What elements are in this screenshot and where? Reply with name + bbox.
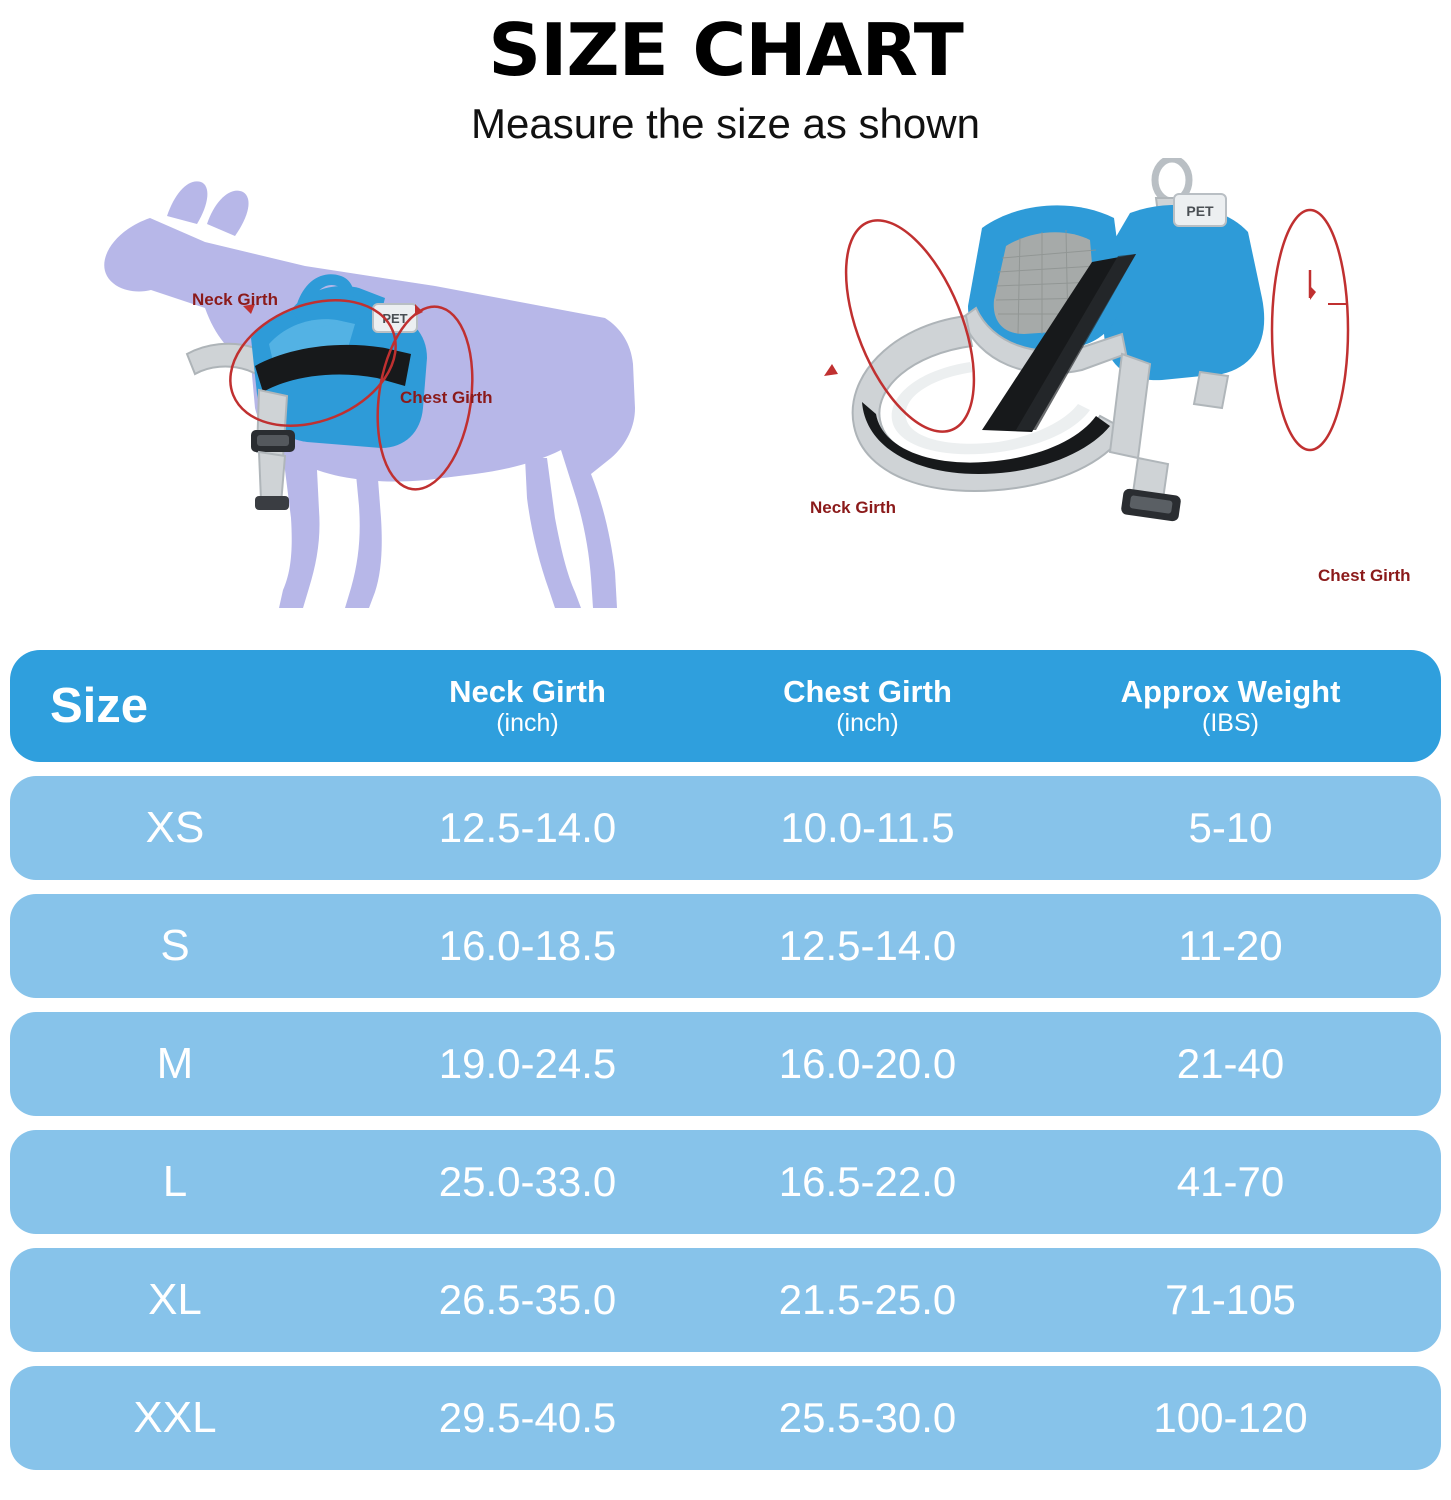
table-row [10,1248,1441,1352]
cell-chest: 16.5-22.0 [778,1158,957,1205]
header-chest-girth-unit: (inch) [836,709,899,738]
cell-weight: 71-105 [1165,1276,1296,1323]
page-title: SIZE CHART [488,8,963,92]
header-approx-weight-title: Approx Weight [1120,673,1341,709]
table-row [10,1130,1441,1234]
cell-weight: 41-70 [1176,1158,1285,1205]
table-row [10,894,1441,998]
cell-weight: 21-40 [1176,1040,1285,1087]
cell-size: M [156,1039,194,1088]
dog-silhouette-svg [55,158,695,618]
left-chest-girth-label: Chest Girth [400,388,493,407]
table-header-row [10,650,1441,762]
cell-chest: 10.0-11.5 [780,804,955,851]
cell-weight: 100-120 [1153,1394,1308,1441]
harness-product-svg [770,158,1430,618]
cell-neck: 26.5-35.0 [438,1276,617,1323]
size-chart-table [10,650,1441,1484]
harness-tag-text: PET [382,311,408,326]
header-neck-girth-unit: (inch) [496,709,559,738]
harness-tag-text-right: PET [1186,203,1214,219]
cell-chest: 16.0-20.0 [778,1040,957,1087]
header-approx-weight [1020,675,1441,738]
cell-weight: 11-20 [1178,922,1283,969]
cell-neck: 29.5-40.5 [438,1394,617,1441]
header-size: Size [50,679,149,733]
cell-size: XL [148,1275,202,1324]
table-row [10,1012,1441,1116]
cell-chest: 12.5-14.0 [778,922,957,969]
table-row [10,776,1441,880]
header-neck-girth-title: Neck Girth [449,673,606,709]
harness-product [820,159,1348,522]
page-subtitle: Measure the size as shown [471,100,980,147]
cell-neck: 25.0-33.0 [438,1158,617,1205]
harness-product-illustration [770,158,1430,618]
cell-chest: 21.5-25.0 [778,1276,957,1323]
cell-neck: 16.0-18.5 [438,922,617,969]
cell-weight: 5-10 [1188,804,1273,851]
header-neck-girth [340,675,715,738]
cell-chest: 25.5-30.0 [778,1394,957,1441]
cell-size: XXL [133,1393,217,1442]
cell-neck: 19.0-24.5 [438,1040,617,1087]
harness-tag-patch-right [1174,194,1226,226]
right-neck-girth-label: Neck Girth [810,498,896,517]
cell-size: L [162,1157,188,1206]
header-chest-girth [715,675,1020,738]
cell-size: S [160,921,190,970]
header-chest-girth-title: Chest Girth [783,673,952,709]
dog-with-harness-illustration [55,158,695,618]
left-neck-girth-label: Neck Girth [192,290,278,309]
table-row [10,1366,1441,1470]
cell-size: XS [145,803,205,852]
cell-neck: 12.5-14.0 [438,804,617,851]
right-chest-girth-label: Chest Girth [1318,566,1411,585]
illustration-area [0,158,1451,618]
header-approx-weight-unit: (IBS) [1202,709,1259,738]
